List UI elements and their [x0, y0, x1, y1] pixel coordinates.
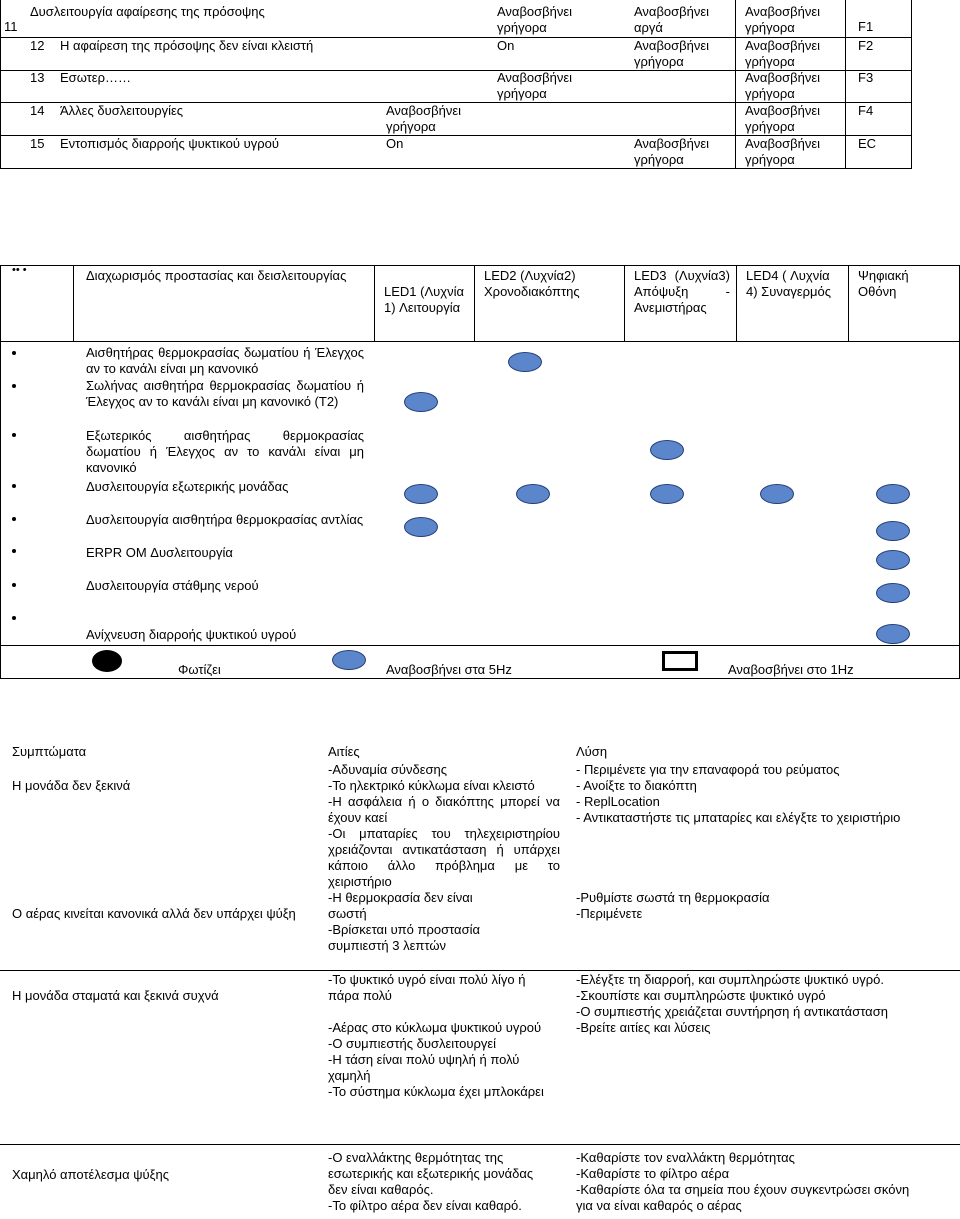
fault-water-level: Δυσλειτουργία στάθμης νερού: [86, 578, 259, 593]
solutions-list: [576, 972, 956, 1036]
led3-state: Αναβοσβήνει αργά: [634, 4, 710, 35]
legend-1hz-label: Αναβοσβήνει στο 1Hz: [728, 662, 854, 677]
display-blink-indicator: [876, 521, 910, 541]
cause-item: -Βρίσκεται υπό προστασία συμπιεστή 3 λεπτών: [328, 922, 481, 953]
display-blink-indicator: [876, 583, 910, 603]
display-code: EC: [858, 136, 877, 151]
led3-blink-indicator: [650, 440, 684, 460]
fault-pump-sensor: Δυσλειτουργία αισθητήρα θερμοκρασίας αντλίας: [86, 512, 364, 527]
solutions-list: [576, 762, 928, 826]
solution-item: -Ο συμπιεστής χρειάζεται συντήρηση ή αντικατάσταση: [576, 1004, 888, 1019]
header-solution: Λύση: [576, 744, 608, 759]
cause-item: -Η θερμοκρασία δεν είναι σωστή: [328, 890, 473, 921]
fault-room-sensor: Αισθητήρας θερμοκρασίας δωματίου ή Έλεγχος αν το κανάλι είναι μη κανονικό: [86, 345, 364, 376]
led4-blink-indicator: [760, 484, 794, 504]
symptom-frequent-restart: Η μονάδα σταματά και ξεκινά συχνά: [12, 988, 219, 1003]
header-display: Ψηφιακή Οθόνη: [858, 268, 909, 299]
display-code: F4: [858, 103, 874, 118]
causes-list: [328, 890, 498, 954]
fault-refrigerant-leak: Ανίχνευση διαρροής ψυκτικού υγρού: [86, 627, 297, 642]
display-code: F1: [858, 19, 874, 34]
led4-state: Αναβοσβήνει γρήγορα: [745, 70, 821, 101]
row-number: 13: [30, 70, 45, 85]
led3-state: Αναβοσβήνει γρήγορα: [634, 136, 710, 167]
solution-item: - Αντικαταστήστε τις μπαταρίες και ελέγξτε το χειριστήριο: [576, 810, 901, 825]
led4-state: Αναβοσβήνει γρήγορα: [745, 103, 821, 134]
symptom-low-cooling: Χαμηλό αποτέλεσμα ψύξης: [12, 1167, 169, 1182]
header-led2: LED2 (Λυχνία2) Χρονοδιακόπτης: [484, 268, 580, 299]
cause-item: -Ο συμπιεστής δυσλειτουργεί: [328, 1036, 497, 1051]
causes-list: [328, 762, 560, 890]
header-led1: LED1 (Λυχνία 1) Λειτουργία: [384, 284, 464, 315]
display-code: F2: [858, 38, 874, 53]
display-code: F3: [858, 70, 874, 85]
solution-item: -Βρείτε αιτίες και λύσεις: [576, 1020, 711, 1035]
header-led4: LED4 ( Λυχνία 4) Συναγερμός: [746, 268, 832, 299]
solutions-list: [576, 1150, 916, 1214]
led1-state: On: [386, 136, 404, 151]
cause-item: -Αδυναμία σύνδεσης: [328, 762, 448, 777]
row-number: 15: [30, 136, 45, 151]
led3-blink-indicator: [650, 484, 684, 504]
row-number: 11: [4, 19, 18, 34]
row-number: 12: [30, 38, 45, 53]
fault-erpr-om: ERPR OM Δυσλειτουργία: [86, 545, 233, 560]
cause-item: -Το ηλεκτρικό κύκλωμα είναι κλειστό: [328, 778, 535, 793]
led1-blink-indicator: [404, 392, 438, 412]
header-causes: Αιτίες: [328, 744, 360, 759]
solution-item: -Καθαρίστε όλα τα σημεία που έχουν συγκεντρώσει σκόνη για να είναι καθαρός ο αέρας: [576, 1182, 910, 1213]
solution-item: -Ελέγξτε τη διαρροή, και συμπληρώστε ψυκτικό υγρό.: [576, 972, 884, 987]
blink-1hz-icon: [662, 651, 698, 671]
fault-description: Δυσλειτουργία αφαίρεσης της πρόσοψης: [30, 4, 265, 19]
symptom-not-starting: Η μονάδα δεν ξεκινά: [12, 778, 131, 793]
fault-description: Η αφαίρεση της πρόσοψης δεν είναι κλειστή: [60, 38, 314, 53]
cause-item: -Αέρας στο κύκλωμα ψυκτικού υγρού: [328, 1020, 542, 1035]
solution-item: -Ρυθμίστε σωστά τη θερμοκρασία: [576, 890, 770, 905]
solution-item: - ReplLocation: [576, 794, 660, 809]
led4-state: Αναβοσβήνει γρήγορα: [745, 136, 821, 167]
cause-item: -Ο εναλλάκτης θερμότητας της εσωτερικής και εξωτερικής μονάδας δεν είναι καθαρός.: [328, 1150, 534, 1197]
led3-state: Αναβοσβήνει γρήγορα: [634, 38, 710, 69]
display-blink-indicator: [876, 624, 910, 644]
led1-blink-indicator: [404, 517, 438, 537]
cause-item: -Η τάση είναι πολύ υψηλή ή πολύ χαμηλή: [328, 1052, 520, 1083]
solution-item: -Σκουπίστε και συμπληρώστε ψυκτικό υγρό: [576, 988, 826, 1003]
led2-state: On: [497, 38, 515, 53]
causes-list: [328, 1150, 554, 1214]
led2-state: Αναβοσβήνει γρήγορα: [497, 4, 573, 35]
solutions-list: [576, 890, 928, 922]
led4-state: Αναβοσβήνει γρήγορα: [745, 38, 821, 69]
display-blink-indicator: [876, 484, 910, 504]
fault-outdoor-unit: Δυσλειτουργία εξωτερικής μονάδας: [86, 479, 289, 494]
solution-item: -Περιμένετε: [576, 906, 643, 921]
led4-state: Αναβοσβήνει γρήγορα: [745, 4, 821, 35]
led1-blink-indicator: [404, 484, 438, 504]
led2-blink-indicator: [516, 484, 550, 504]
cause-item: -Το φίλτρο αέρα δεν είναι καθαρό.: [328, 1198, 522, 1213]
symptom-no-cooling: Ο αέρας κινείται κανονικά αλλά δεν υπάρχει ψύξη: [12, 906, 296, 921]
cause-item: -Οι μπαταρίες του τηλεχειριστηρίου χρειάζονται αντικατάσταση ή υπάρχει κάποιο άλλο πρόβλημα με το χειριστήριο: [328, 826, 560, 889]
row-number: 14: [30, 103, 45, 118]
solution-item: - Ανοίξτε το διακόπτη: [576, 778, 697, 793]
led2-blink-indicator: [508, 352, 542, 372]
header-protection: Διαχωρισμός προστασίας και δεισλειτουργίας: [86, 268, 347, 283]
cause-item: -Η ασφάλεια ή ο διακόπτης μπορεί να έχουν καεί: [328, 794, 560, 825]
led2-state: Αναβοσβήνει γρήγορα: [497, 70, 573, 101]
fault-description: Εσωτερ……: [60, 70, 131, 85]
fault-outdoor-sensor: Εξωτερικός αισθητήρας θερμοκρασίας δωματίου ή Έλεγχος αν το κανάλι είναι μη κανονικό: [86, 428, 364, 475]
causes-list: [328, 972, 552, 1100]
legend-on-label: Φωτίζει: [178, 662, 221, 677]
solution-item: -Καθαρίστε τον εναλλάκτη θερμότητας: [576, 1150, 795, 1165]
cause-item: -Το σύστημα κύκλωμα έχει μπλοκάρει: [328, 1084, 544, 1099]
solution-item: -Καθαρίστε το φίλτρο αέρα: [576, 1166, 730, 1181]
fault-description: Άλλες δυσλειτουργίες: [60, 103, 184, 118]
header-led3: LED3 (Λυχνία3) Απόψυξη - Ανεμιστήρας: [634, 268, 730, 315]
solid-on-icon: [92, 650, 122, 672]
legend-5hz-label: Αναβοσβήνει στα 5Hz: [386, 662, 512, 677]
header-symptoms: Συμπτώματα: [12, 744, 87, 759]
display-blink-indicator: [876, 550, 910, 570]
bullet-marks: •• •: [12, 264, 27, 276]
blink-5hz-icon: [332, 650, 366, 670]
led1-state: Αναβοσβήνει γρήγορα: [386, 103, 462, 134]
fault-description: Εντοπισμός διαρροής ψυκτικού υγρού: [60, 136, 279, 151]
solution-item: - Περιμένετε για την επαναφορά του ρεύματος: [576, 762, 840, 777]
cause-item: -Το ψυκτικό υγρό είναι πολύ λίγο ή πάρα πολύ: [328, 972, 526, 1003]
fault-pipe-sensor: Σωλήνας αισθητήρα θερμοκρασίας δωματίου ή Έλεγχος αν το κανάλι είναι μη κανονικό (T2): [86, 378, 364, 409]
